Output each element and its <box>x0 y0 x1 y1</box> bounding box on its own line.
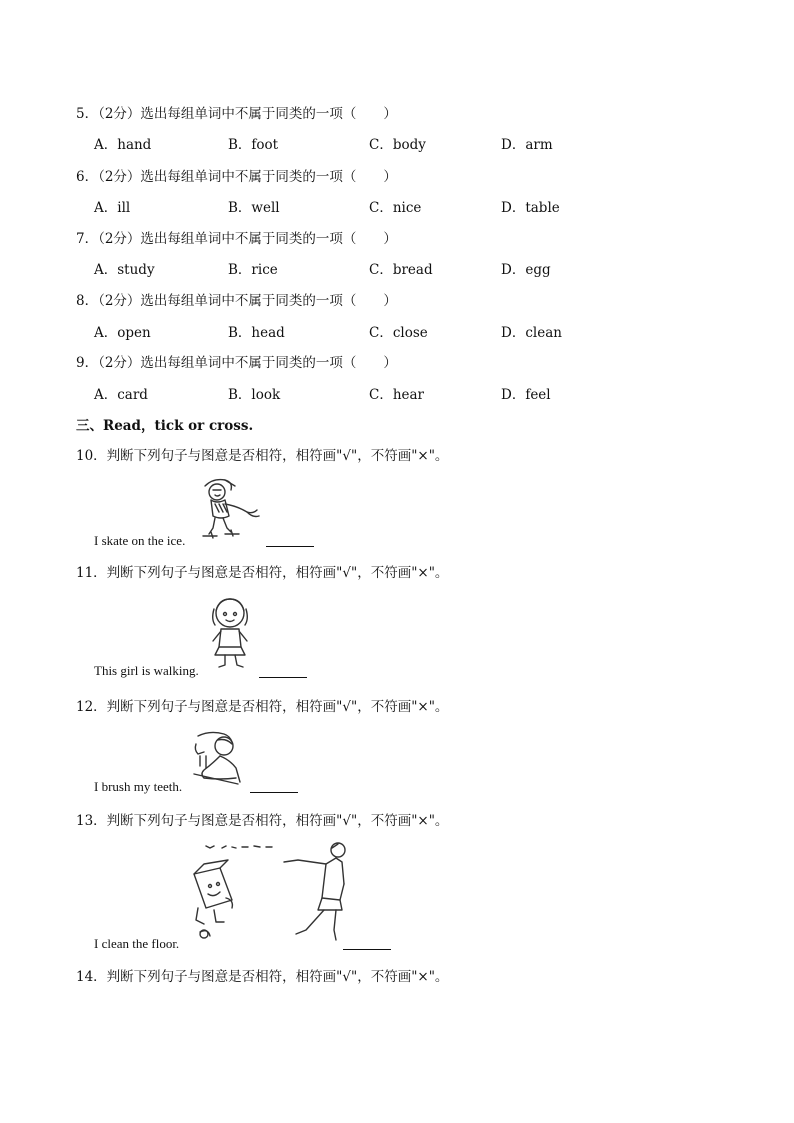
question-7-stem: 7．（2分）选出每组单词中不属于同类的一项（ ） <box>76 231 397 247</box>
q11-answer-blank[interactable] <box>259 677 307 678</box>
q9-option-a[interactable]: A．card <box>94 387 148 403</box>
washing-hands-picture <box>190 730 246 786</box>
question-9-stem: 9．（2分）选出每组单词中不属于同类的一项（ ） <box>76 355 397 371</box>
q6-option-d[interactable]: D．table <box>501 200 560 216</box>
q13-answer-blank[interactable] <box>343 949 391 950</box>
q6-option-a[interactable]: A．ill <box>94 200 131 216</box>
girl-picture <box>205 595 255 673</box>
question-12-stem: 12．判断下列句子与图意是否相符，相符画"√"，不符画"×"。 <box>76 699 449 715</box>
q8-option-d[interactable]: D．clean <box>501 325 562 341</box>
q8-option-c[interactable]: C．close <box>369 325 428 341</box>
q7-option-a[interactable]: A．study <box>94 262 155 278</box>
q5-option-c[interactable]: C．body <box>369 137 426 153</box>
man-trash-bin-picture <box>186 838 356 946</box>
q13-sentence: I clean the floor. <box>94 936 180 951</box>
question-13-stem: 13．判断下列句子与图意是否相符，相符画"√"，不符画"×"。 <box>76 813 449 829</box>
q7-option-b[interactable]: B．rice <box>228 262 278 278</box>
section-heading: 三、Read，tick or cross. <box>76 418 254 434</box>
question-10-stem: 10．判断下列句子与图意是否相符，相符画"√"，不符画"×"。 <box>76 448 449 464</box>
q9-option-d[interactable]: D．feel <box>501 387 551 403</box>
q5-option-b[interactable]: B．foot <box>228 137 279 153</box>
q12-sentence: I brush my teeth. <box>94 779 183 794</box>
q6-option-c[interactable]: C．nice <box>369 200 422 216</box>
q10-sentence: I skate on the ice. <box>94 533 186 548</box>
q5-option-d[interactable]: D．arm <box>501 137 553 153</box>
question-11-stem: 11．判断下列句子与图意是否相符，相符画"√"，不符画"×"。 <box>76 565 449 581</box>
q7-option-d[interactable]: D．egg <box>501 262 551 278</box>
q6-option-b[interactable]: B．well <box>228 200 280 216</box>
skating-girl-picture <box>195 476 265 544</box>
q12-answer-blank[interactable] <box>250 792 298 793</box>
question-14-stem: 14．判断下列句子与图意是否相符，相符画"√"，不符画"×"。 <box>76 969 449 985</box>
q8-option-a[interactable]: A．open <box>94 325 151 341</box>
question-8-stem: 8．（2分）选出每组单词中不属于同类的一项（ ） <box>76 293 397 309</box>
q9-option-b[interactable]: B．look <box>228 387 281 403</box>
question-6-stem: 6．（2分）选出每组单词中不属于同类的一项（ ） <box>76 169 397 185</box>
q10-answer-blank[interactable] <box>266 546 314 547</box>
q7-option-c[interactable]: C．bread <box>369 262 433 278</box>
question-5-stem: 5．（2分）选出每组单词中不属于同类的一项（ ） <box>76 106 397 122</box>
q11-sentence: This girl is walking. <box>94 663 199 678</box>
q9-option-c[interactable]: C．hear <box>369 387 425 403</box>
q5-option-a[interactable]: A．hand <box>94 137 152 153</box>
q8-option-b[interactable]: B．head <box>228 325 285 341</box>
